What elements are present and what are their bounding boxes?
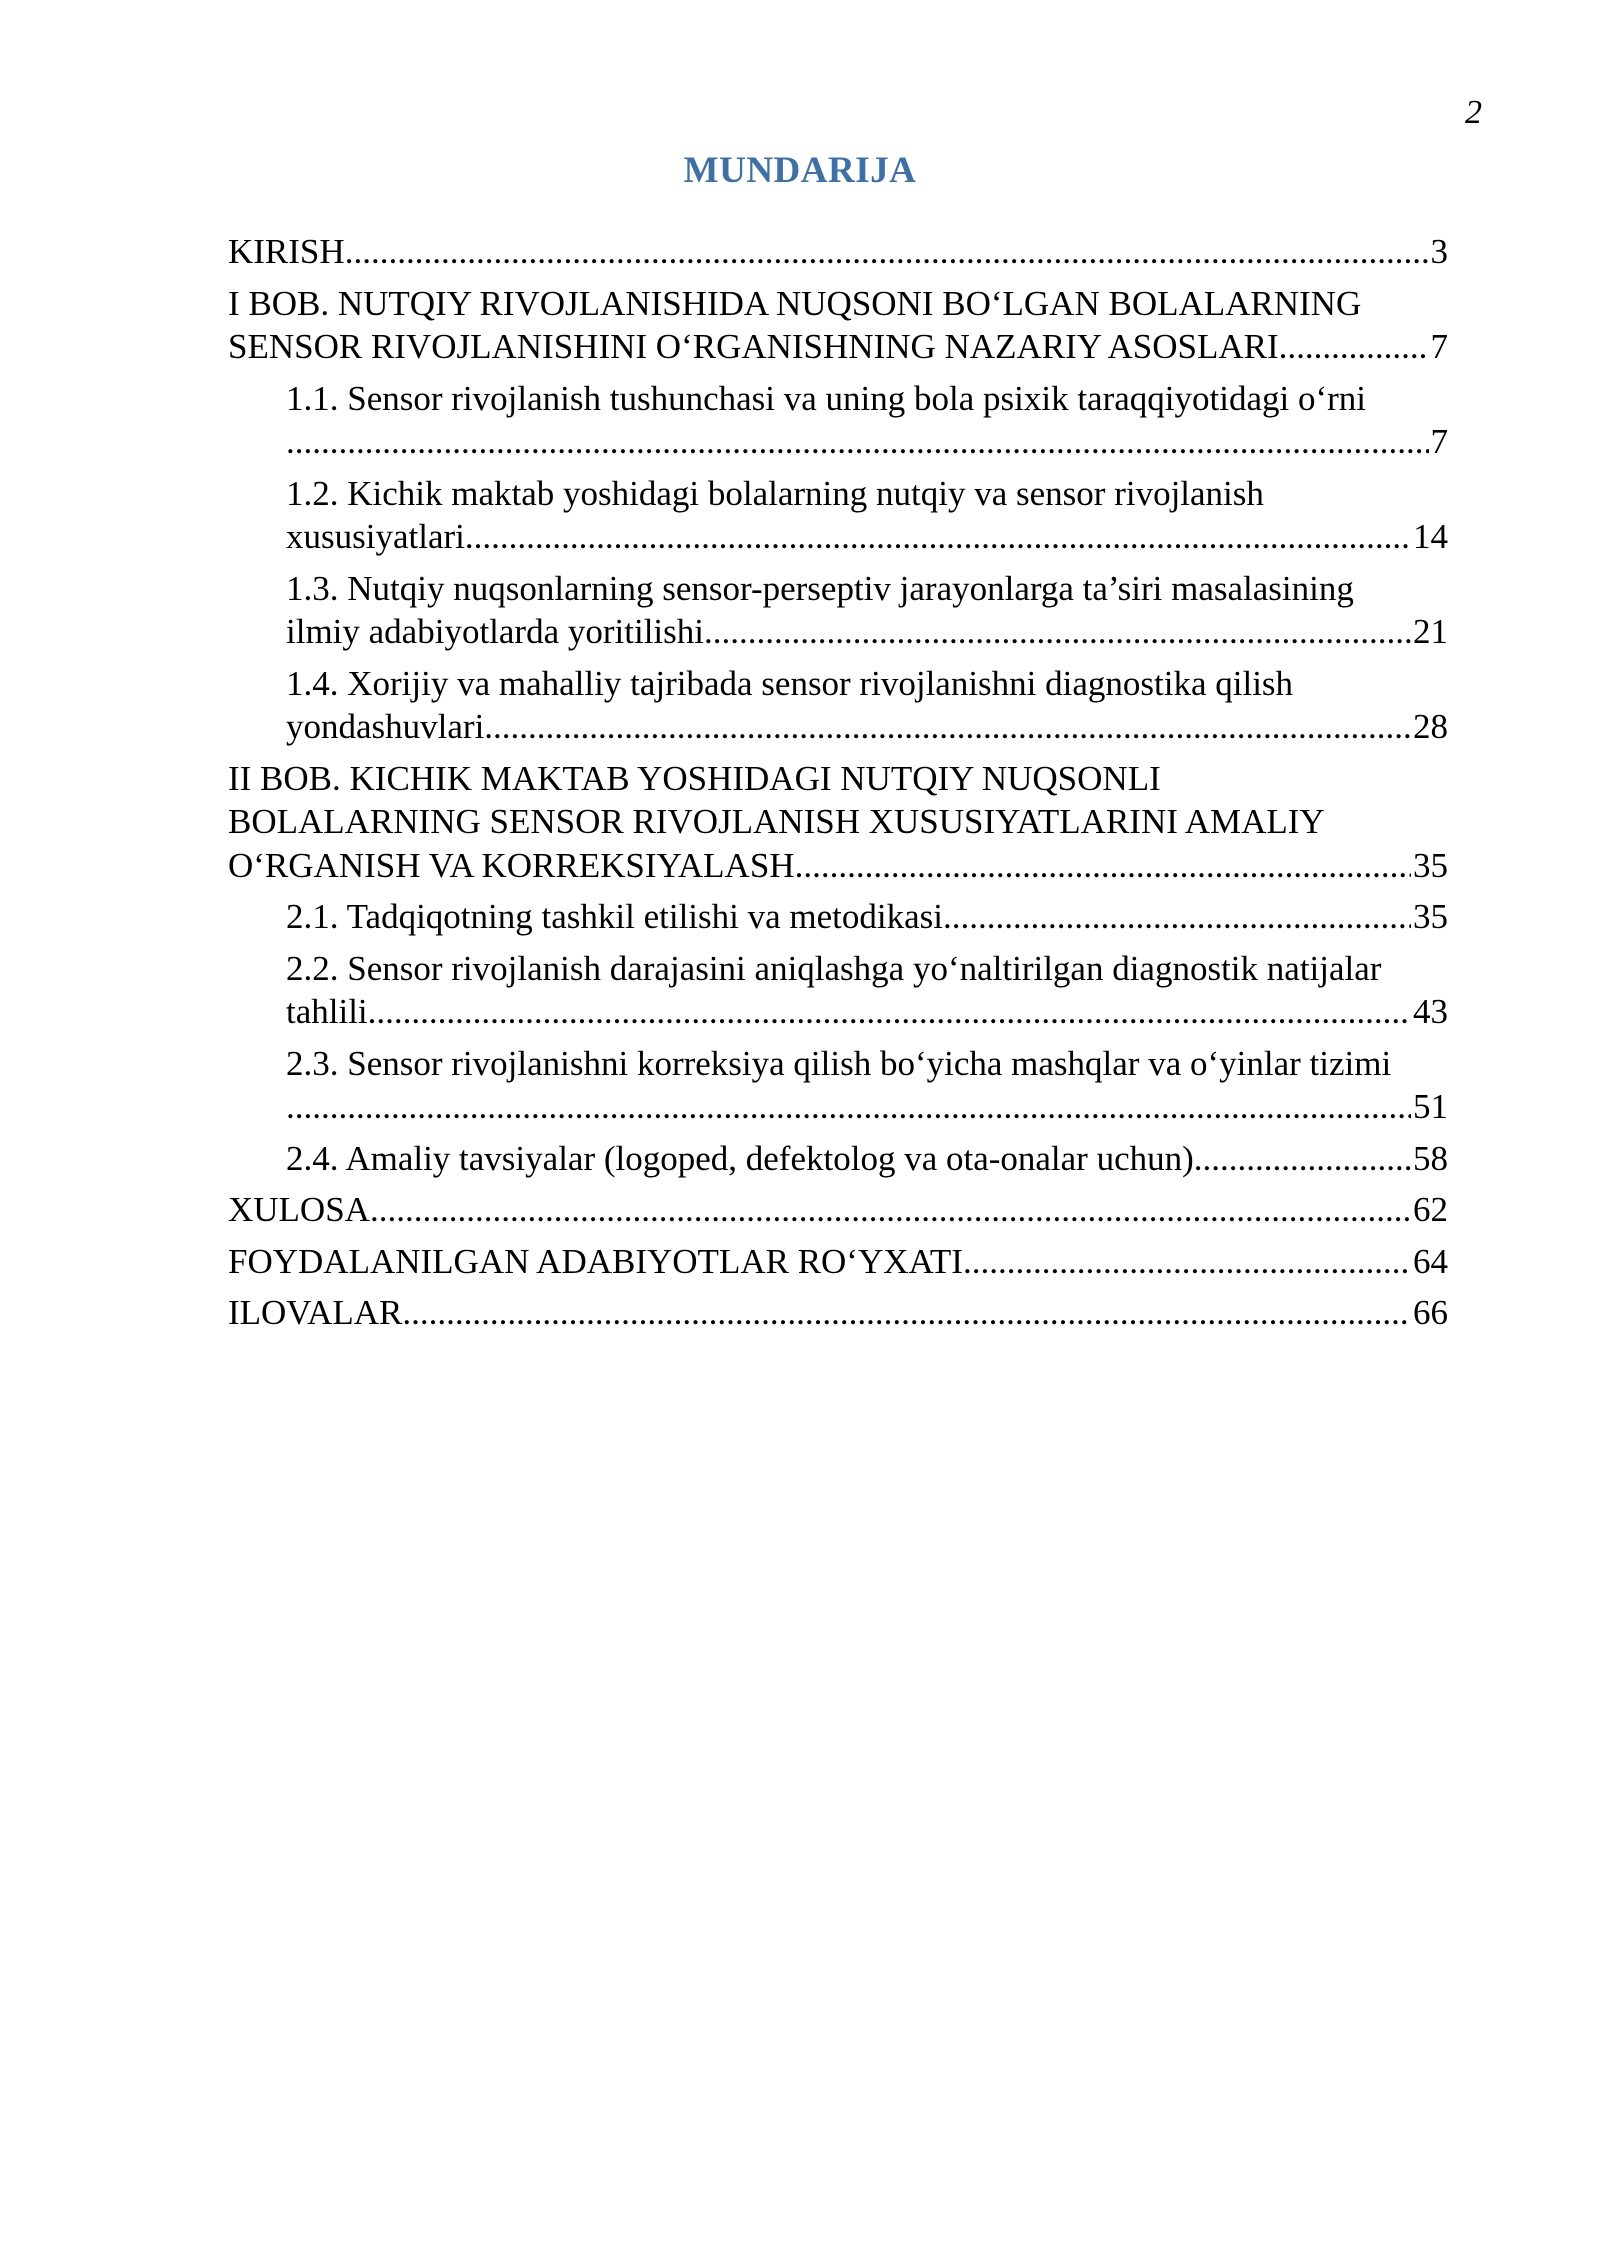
dot-leader [704,610,1411,654]
toc-entry-section-2-4[interactable] [286,1137,1448,1181]
toc-entry-label: yondashuvlari [286,707,485,746]
toc-page-number: 28 [1413,707,1448,746]
page-title: MUNDARIJA [683,150,917,191]
toc-page-number: 66 [1413,1293,1448,1332]
toc-entry-label: XULOSA [228,1190,370,1229]
toc-page-number: 58 [1413,1138,1448,1178]
toc-entry-label: ilmiy adabiyotlarda yoritilishi [286,612,704,651]
toc-entry-label: SENSOR RIVOJLANISHINI O‘RGANISHNING NAZARIY ASOSLARI [228,327,1279,366]
toc-entry-section-2-3[interactable] [286,1042,1448,1129]
toc-entry-label: xususiyatlari [286,517,465,556]
dot-leader [963,1240,1411,1284]
dot-leader [484,705,1411,749]
toc-entry-label: KIRISH [228,232,345,271]
toc-entry-section-2-2[interactable] [286,947,1448,1034]
toc-entry-ilovalar[interactable] [228,1291,1448,1335]
toc-entry-label: tahlili [286,992,368,1031]
toc-entry-label: FOYDALANILGAN ADABIYOTLAR RO‘YXATI [228,1241,963,1281]
table-of-contents [228,230,1448,1343]
toc-entry-section-2-1[interactable] [286,895,1448,939]
toc-entry-label: 2.1. Tadqiqotning tashkil etilishi va metodikasi [286,897,943,936]
dot-leader [286,420,1429,464]
toc-page-number: 35 [1413,897,1448,936]
toc-entry-adabiyotlar[interactable] [228,1240,1448,1284]
toc-page-number: 21 [1413,612,1448,651]
toc-entry-label: BOLALARNING SENSOR RIVOJLANISH XUSUSIYATLARINI AMALIY [228,802,1325,841]
dot-leader [368,990,1411,1034]
toc-entry-label: 2.3. Sensor rivojlanishni korreksiya qilish bo‘yicha mashqlar va o‘yinlar tizimi [286,1043,1392,1083]
toc-entry-label: O‘RGANISH VA KORREKSIYALASH [228,845,795,885]
dot-leader [465,515,1411,559]
toc-entry-kirish[interactable] [228,230,1448,274]
toc-entry-label: 1.2. Kichik maktab yoshidagi bolalarning nutqiy va sensor rivojlanish [286,473,1264,513]
dot-leader [1279,325,1429,369]
dot-leader [370,1188,1411,1232]
toc-entry-label: 1.4. Xorijiy va mahalliy tajribada sensor rivojlanishni diagnostika qilish [286,663,1294,703]
toc-page-number: 35 [1413,845,1448,885]
toc-entry-chapter-1[interactable] [228,282,1448,369]
toc-page-number: 3 [1430,232,1448,271]
toc-entry-section-1-1[interactable] [286,377,1448,464]
toc-entry-chapter-2[interactable] [228,757,1448,888]
toc-page-number: 62 [1413,1190,1448,1229]
dot-leader [795,844,1411,888]
toc-entry-section-1-2[interactable] [286,472,1448,559]
toc-page-number: 43 [1413,992,1448,1031]
toc-page-number: 7 [1430,327,1448,366]
toc-page-number: 14 [1413,517,1448,556]
dot-leader [1194,1137,1411,1181]
toc-page-number: 64 [1413,1241,1448,1281]
toc-entry-label: 2.4. Amaliy tavsiyalar (logoped, defektolog va ota-onalar uchun) [286,1138,1194,1178]
toc-entry-section-1-3[interactable] [286,567,1448,654]
dot-leader [286,1085,1411,1129]
toc-page-number: 51 [1413,1087,1448,1126]
toc-entry-xulosa[interactable] [228,1188,1448,1232]
toc-entry-label: I BOB. NUTQIY RIVOJLANISHIDA NUQSONI BO‘LGAN BOLALARNING [228,283,1362,323]
toc-entry-label: II BOB. KICHIK MAKTAB YOSHIDAGI NUTQIY NUQSONLI [228,758,1161,798]
dot-leader [943,895,1411,939]
dot-leader [402,1291,1411,1335]
toc-entry-label: 1.1. Sensor rivojlanish tushunchasi va uning bola psixik taraqqiyotidagi o‘rni [286,378,1366,418]
toc-entry-label: ILOVALAR [228,1293,403,1332]
toc-entry-section-1-4[interactable] [286,662,1448,749]
toc-entry-label: 1.3. Nutqiy nuqsonlarning sensor-perseptiv jarayonlarga ta’siri masalasining [286,568,1354,608]
toc-page-number: 7 [1430,422,1448,461]
dot-leader [345,230,1429,274]
toc-entry-label: 2.2. Sensor rivojlanish darajasini aniqlashga yo‘naltirilgan diagnostik natijalar [286,948,1382,988]
page-number: 2 [1465,94,1482,131]
